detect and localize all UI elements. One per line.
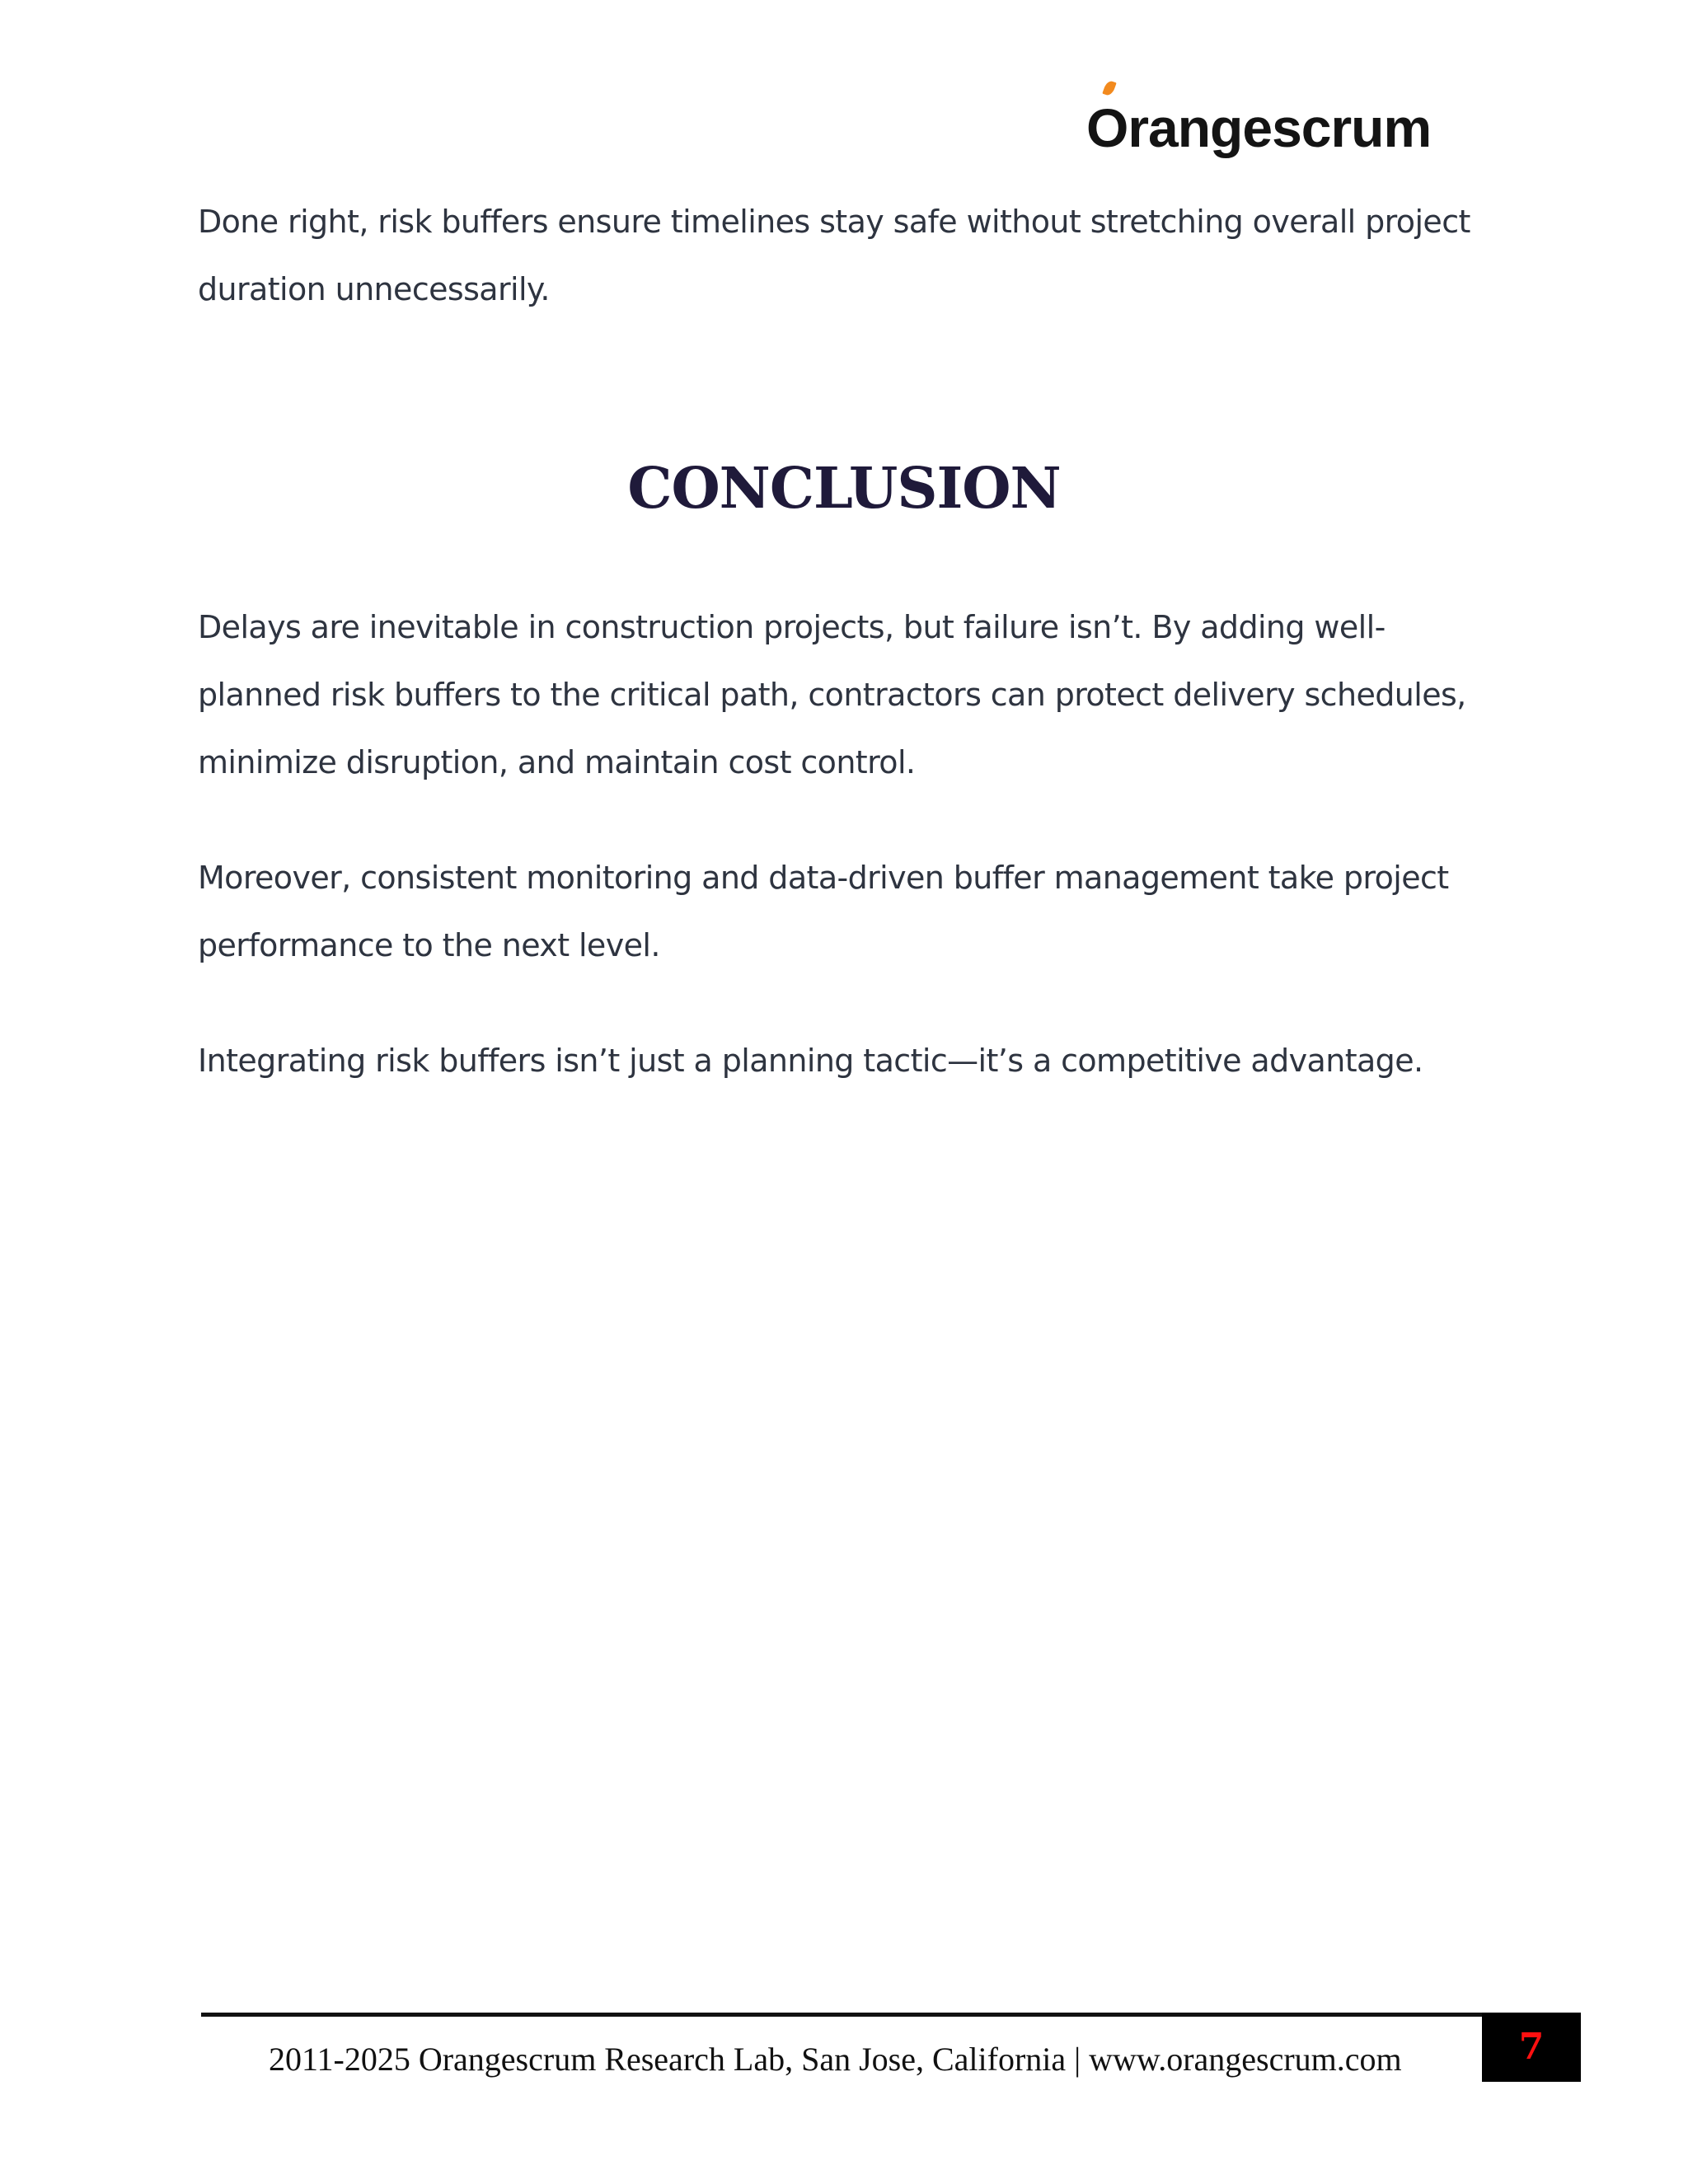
page-number-box [1482, 2013, 1581, 2082]
conclusion-heading: CONCLUSION [627, 456, 1061, 522]
conclusion-paragraph-3: Integrating risk buffers isn’t just a planning tactic—it’s a competitive advantage. [198, 1043, 1423, 1079]
orange-leaf-icon [1102, 79, 1116, 96]
conclusion-paragraph-2: Moreover, consistent monitoring and data-driven buffer management take project performance to the next level. [198, 860, 1449, 963]
conclusion-paragraph-1: Delays are inevitable in construction projects, but failure isn’t. By adding well-planned risk buffers to the critical path, contractors can protect delivery schedules, minimize disruption, and maintain cost control. [198, 609, 1466, 780]
intro-paragraph: Done right, risk buffers ensure timelines stay safe without stretching overall project duration unnecessarily. [198, 204, 1470, 307]
page-number: 7 [1518, 2026, 1545, 2068]
logo-text: Orangescrum [1086, 97, 1432, 158]
footer-divider [201, 2013, 1484, 2017]
footer-text: 2011-2025 Orangescrum Research Lab, San Jose, California | www.orangescrum.com [269, 2041, 1402, 2078]
orangescrum-logo [1086, 81, 1432, 158]
